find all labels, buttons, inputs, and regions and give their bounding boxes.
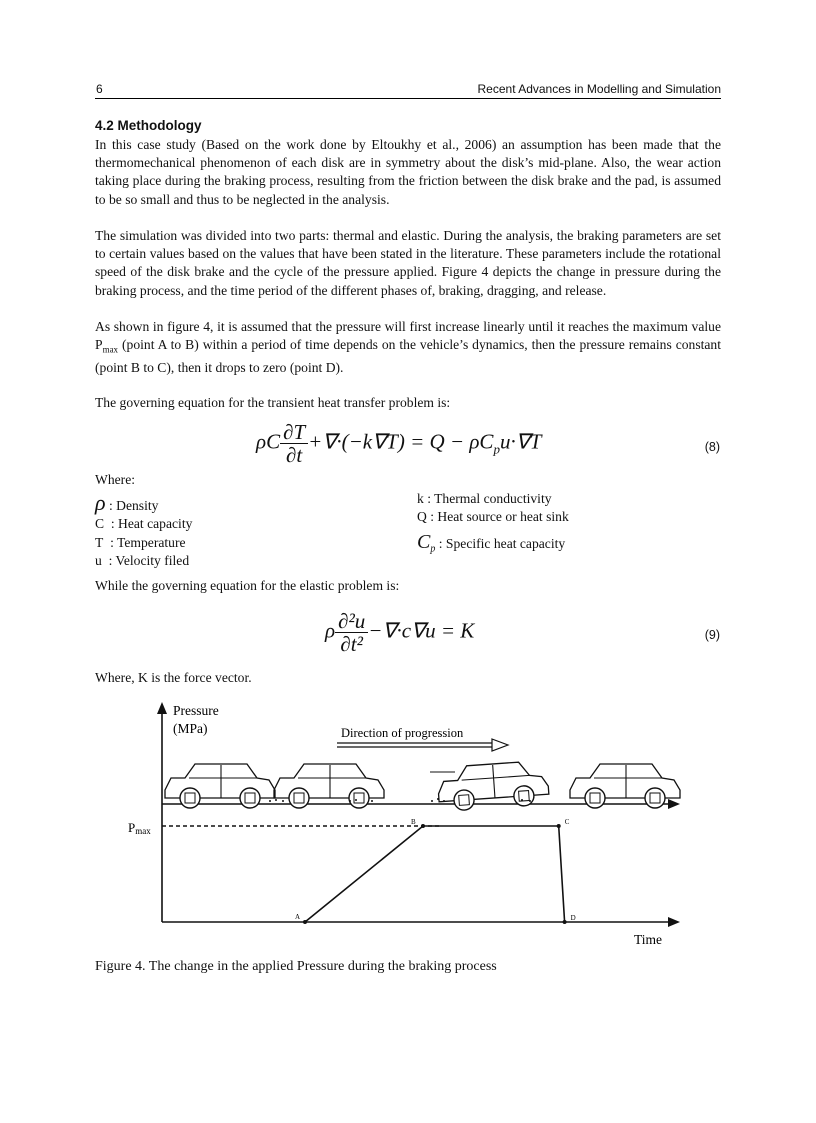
eq8-middle: +∇·(−k∇T) = Q − ρC xyxy=(308,429,494,454)
def-velocity-text: : Velocity filed xyxy=(108,553,190,568)
eq8-numerator: ∂T xyxy=(280,421,308,444)
def-temperature-text: : Temperature xyxy=(110,535,186,550)
data-point-b xyxy=(421,824,425,828)
eq9-denominator: ∂t² xyxy=(340,632,363,656)
figure-caption: Figure 4. The change in the applied Pressure during the braking process xyxy=(95,959,497,974)
force-vector-note: Where, K is the force vector. xyxy=(95,670,252,685)
point-label-d: D xyxy=(570,914,576,922)
def-density-symbol: ρ xyxy=(95,490,106,515)
pmax-label-sub: max xyxy=(135,826,151,836)
eq8-denominator: ∂t xyxy=(286,443,303,467)
def-cp-text: : Specific heat capacity xyxy=(438,536,566,551)
def-k-text: : Thermal conductivity xyxy=(427,491,552,506)
def-q-symbol: Q xyxy=(417,509,427,524)
car-2 xyxy=(274,764,384,808)
direction-arrow-head xyxy=(492,739,508,751)
equation-8-number: (8) xyxy=(704,440,720,454)
book-title: Recent Advances in Modelling and Simulation xyxy=(477,82,721,96)
eq9-rest: −∇·c∇u = K xyxy=(368,618,475,643)
def-density-text: : Density xyxy=(108,498,159,513)
road-arrow xyxy=(668,799,680,809)
eq9-rho: ρ xyxy=(325,618,336,643)
car-1 xyxy=(165,764,275,808)
def-q-text: : Heat source or heat sink xyxy=(430,509,569,524)
paragraph-governing-heat: The governing equation for the transient heat transfer problem is: xyxy=(95,395,451,410)
data-point-d xyxy=(563,920,567,924)
y-axis-label: Pressure xyxy=(173,703,219,718)
paragraph-assumption: In this case study (Based on the work done by Eltoukhy et al., 2006) an assumption has been made that the thermomechanical phenomenon of each disk are in symmetry about the disk’s mid-plane. Also, the wear action taking place during the braking process, resulting from the friction between the disk brake and the pad, is assumed to be so small and thus to be neglected in the analysis. xyxy=(95,137,721,207)
pmax-label-main: P xyxy=(128,820,136,835)
point-labels xyxy=(295,818,576,924)
eq8-end: u·∇T xyxy=(499,429,542,454)
pmax-subscript: max xyxy=(102,344,119,355)
pmax-label xyxy=(128,820,151,836)
def-velocity-symbol: u xyxy=(95,553,102,568)
where-label: Where: xyxy=(95,472,135,487)
elastic-intro: While the governing equation for the elastic problem is: xyxy=(95,578,400,593)
car-4 xyxy=(570,764,680,808)
eq8-sub-p: p xyxy=(493,441,500,457)
y-axis-unit: (MPa) xyxy=(173,721,208,736)
paragraph-pressure-start: As shown in figure 4, it is assumed that the pressure will first increase linearly until it reaches the maximum value P xyxy=(95,319,721,353)
def-k-symbol: k xyxy=(417,491,424,506)
page-number: 6 xyxy=(96,82,103,96)
point-label-b: B xyxy=(411,818,416,826)
paragraph-simulation: The simulation was divided into two parts: thermal and elastic. During the analysis, the braking parameters are set to certain values based on the values that have been stated in the literature. These parameters include the rotational speed of the disk brake and the cycle of the pressure applied. Figure 4 depicts the change in pressure during the braking process, and the time period of the different phases of, braking, dragging, and release. xyxy=(95,228,721,298)
def-heat-capacity-symbol: C xyxy=(95,516,105,531)
section-heading: 4.2 Methodology xyxy=(95,118,202,133)
def-temperature-symbol: T xyxy=(95,535,104,550)
def-cp-symbol: C xyxy=(417,531,431,553)
data-point-a xyxy=(303,920,307,924)
y-axis-arrow xyxy=(157,702,167,714)
eq8-rho-c: ρC xyxy=(256,429,281,454)
eq9-numerator: ∂²u xyxy=(335,610,368,633)
paragraph-pressure-end: (point A to B) within a period of time depends on the vehicle’s dynamics, then the pressure remains constant (point B to C), then it drops to zero (point D). xyxy=(95,337,721,376)
pressure-series-line xyxy=(305,826,565,922)
data-point-c xyxy=(557,824,561,828)
equation-9-number: (9) xyxy=(704,628,720,642)
x-axis-label: Time xyxy=(634,932,663,947)
point-label-c: C xyxy=(564,818,570,826)
def-cp-sub: p xyxy=(430,543,436,555)
def-heat-capacity-text: : Heat capacity xyxy=(110,516,193,531)
x-axis-arrow xyxy=(668,917,680,927)
point-label-a: A xyxy=(295,913,301,921)
direction-label: Direction of progression xyxy=(341,726,464,740)
